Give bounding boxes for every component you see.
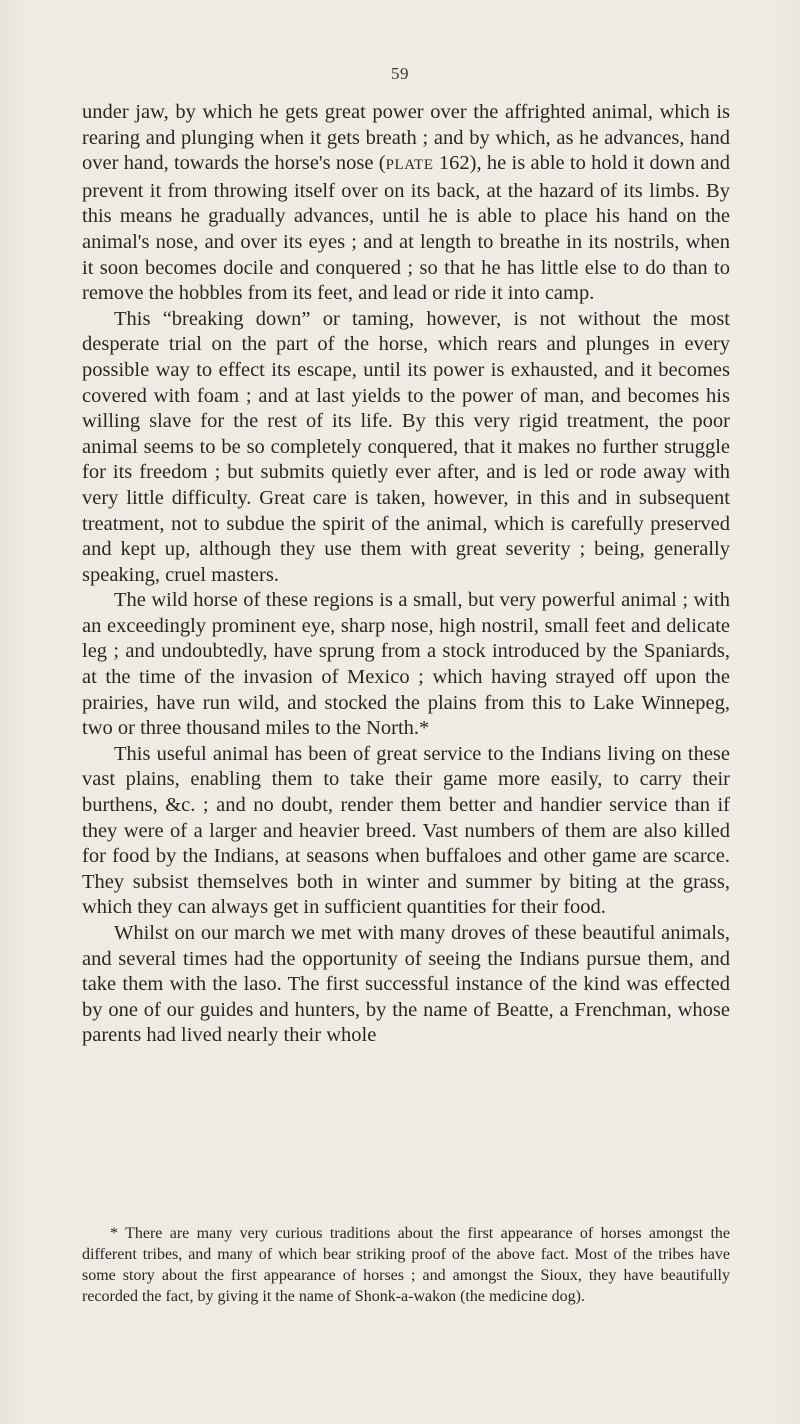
- paragraph-1-text: under jaw, by which he gets great power over the affrighted animal, which is rearing and plunging when it gets breath ; and by which, as he advances, hand over hand, towards the horse's nose (: [82, 101, 730, 175]
- paragraph-1: [82, 100, 730, 307]
- paragraph-2: This “breaking down” or taming, however, is not without the most desperate trial on the part of the horse, which rears and plunges in every possible way to effect its escape, until its power is exhausted, and it becomes covered with foam ; and at last yields to the power of man, and becomes his willing slave for the rest of its life. By this very rigid treatment, the poor animal seems to be so completely conquered, that it makes no further struggle for its freedom ; but submits quietly ever after, and is led or rode away with very little difficulty. Great care is taken, however, in this and in subsequent treatment, not to subdue the spirit of the animal, which is carefully preserved and kept up, although they use them with great severity ; being, generally speaking, cruel masters.: [82, 307, 730, 586]
- plate-reference: PLATE: [385, 157, 434, 174]
- page-number: 59: [391, 64, 409, 83]
- paragraph-5: Whilst on our march we met with many droves of these beautiful animals, and several times had the opportunity of seeing the Indians pursue them, and take them with the laso. The first successful instance of the kind was effected by one of our guides and hunters, by the name of Beatte, a Frenchman, whose parents had lived nearly their whole: [82, 922, 730, 1047]
- paragraph-3: The wild horse of these regions is a small, but very powerful animal ; with an exceedingly prominent eye, sharp nose, high nostril, small feet and delicate leg ; and undoubtedly, have sprung from a stock introduced by the Spaniards, at the time of the invasion of Mexico ; which having strayed off upon the prairies, have run wild, and stocked the plains from this to Lake Winnepeg, two or three thousand miles to the North.*: [82, 589, 730, 740]
- body-text: [82, 100, 730, 1049]
- paragraph-1-continuation: 162), he is able to hold it down and prevent it from throwing itself over on its back, at the hazard of its limbs. By this means he gradually advances, until he is able to place his hand on the animal's nose, and over its eyes ; and at length to breathe in its nostrils, when it soon becomes docile and conquered ; so that he has little else to do than to remove the hobbles from its feet, and lead or ride it into camp.: [82, 152, 730, 305]
- footnote: * There are many very curious traditions about the first appearance of horses amongst the different tribes, and many of which bear striking proof of the above fact. Most of the tribes have some story about the first appearance of horses ; and amongst the Sioux, they have beautifully recorded the fact, by giving it the name of Shonk-a-wakon (the medicine dog).: [82, 1225, 730, 1305]
- paragraph-4: This useful animal has been of great service to the Indians living on these vast plains, enabling them to take their game more easily, to carry their burthens, &c. ; and no doubt, render them better and handier service than if they were of a larger and heavier breed. Vast numbers of them are also killed for food by the Indians, at seasons when buffaloes and other game are scarce. They subsist themselves both in winter and summer by biting at the grass, which they can always get in sufficient quantities for their food.: [82, 742, 730, 919]
